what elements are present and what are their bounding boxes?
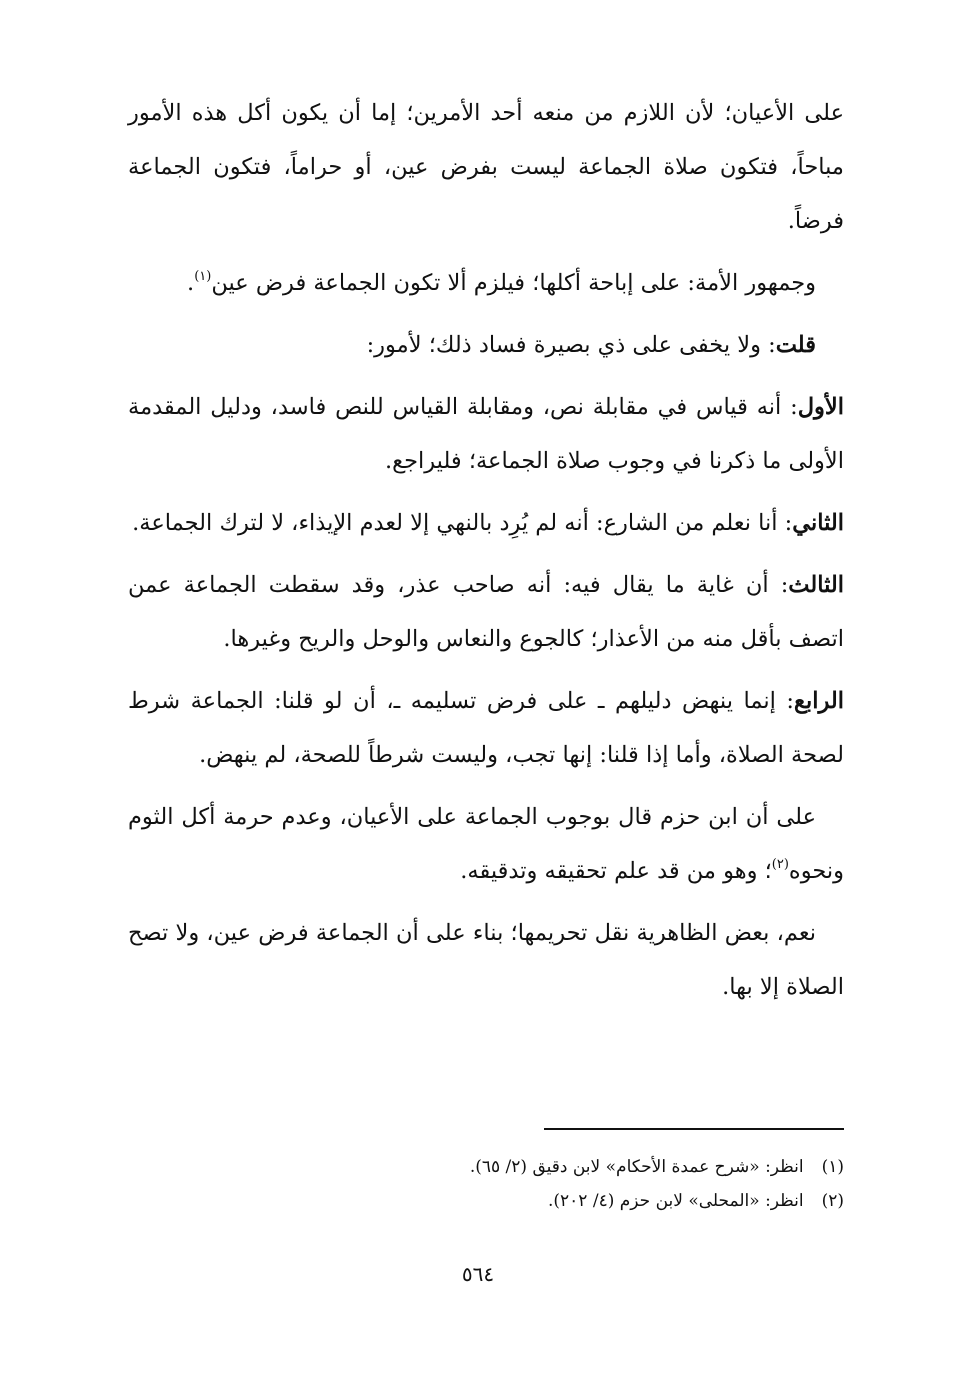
- paragraph-5: [128, 496, 844, 550]
- paragraph-2: [128, 256, 844, 310]
- paragraph-text: : أن غاية ما يقال فيه: أنه صاحب عذر، وقد سقطت الجماعة عمن اتصف بأقل منه من الأعذار؛ كالجوع والنعاس والوحل والريح وغيرها.: [128, 572, 844, 652]
- paragraph-tail: ؛ وهو من قد علم تحقيقه وتدقيقه.: [460, 858, 772, 884]
- footnote-text: انظر: «شرح عمدة الأحكام» لابن دقيق (٢/ ٦٥).: [469, 1157, 804, 1177]
- paragraph-text: : إنما ينهض دليلهم ـ على فرض تسليمه ـ، أن لو قلنا: الجماعة شرط لصحة الصلاة، وأما إذا قلنا: إنها تجب، وليست شرطاً للصحة، لم ينهض.: [128, 688, 844, 768]
- paragraph-lead: الأول: [797, 394, 844, 420]
- footnotes: [128, 1150, 844, 1218]
- paragraph-lead: قلت: [775, 332, 816, 358]
- paragraph-text: : ولا يخفى على ذي بصيرة فساد ذلك؛ لأمور:: [366, 332, 776, 358]
- footnote-text: انظر: «المحلى» لابن حزم (٤/ ٢٠٢).: [548, 1191, 804, 1211]
- paragraph-lead: الثالث: [788, 572, 844, 598]
- paragraph-9: [128, 906, 844, 1014]
- page-number: ٥٦٤: [461, 1262, 495, 1286]
- paragraph-text: نعم، بعض الظاهرية نقل تحريمها؛ بناء على أن الجماعة فرض عين، ولا تصح الصلاة إلا بها.: [128, 920, 844, 1000]
- paragraph-4: [128, 380, 844, 488]
- paragraph-lead: الثاني: [792, 510, 844, 536]
- footnote-separator: [544, 1128, 844, 1130]
- footnote-marker: (٢): [771, 857, 789, 872]
- paragraph-text: وجمهور الأمة: على إباحة أكلها؛ فيلزم ألا تكون الجماعة فرض عين: [211, 270, 816, 296]
- paragraph-lead: الرابع: [793, 688, 844, 714]
- page-body: [128, 86, 844, 1022]
- paragraph-tail: .: [187, 270, 195, 296]
- paragraph-6: [128, 558, 844, 666]
- paragraph-7: [128, 674, 844, 782]
- paragraph-3: [128, 318, 844, 372]
- paragraph-1: [128, 86, 844, 248]
- footnote-1: [128, 1150, 844, 1184]
- footnote-number: (٢): [821, 1191, 844, 1211]
- footnote-2: [128, 1184, 844, 1218]
- paragraph-8: [128, 790, 844, 898]
- paragraph-text: : أنا نعلم من الشارع: أنه لم يُرِد بالنهي إلا لعدم الإيذاء، لا لترك الجماعة.: [132, 510, 793, 536]
- footnote-number: (١): [821, 1157, 844, 1177]
- paragraph-text: على الأعيان؛ لأن اللازم من منعه أحد الأمرين؛ إما أن يكون أكل هذه الأمور مباحاً، فتكون صلاة الجماعة ليست بفرض عين، أو حراماً، فتكون الجماعة فرضاً.: [128, 100, 844, 234]
- paragraph-text: : أنه قياس في مقابلة نص، ومقابلة القياس للنص فاسد، ودليل المقدمة الأولى ما ذكرنا في وجوب صلاة الجماعة؛ فليراجع.: [128, 394, 844, 474]
- footnote-marker: (١): [194, 269, 212, 284]
- paragraph-text: على أن ابن حزم قال بوجوب الجماعة على الأعيان، وعدم حرمة أكل الثوم ونحوه: [128, 804, 844, 884]
